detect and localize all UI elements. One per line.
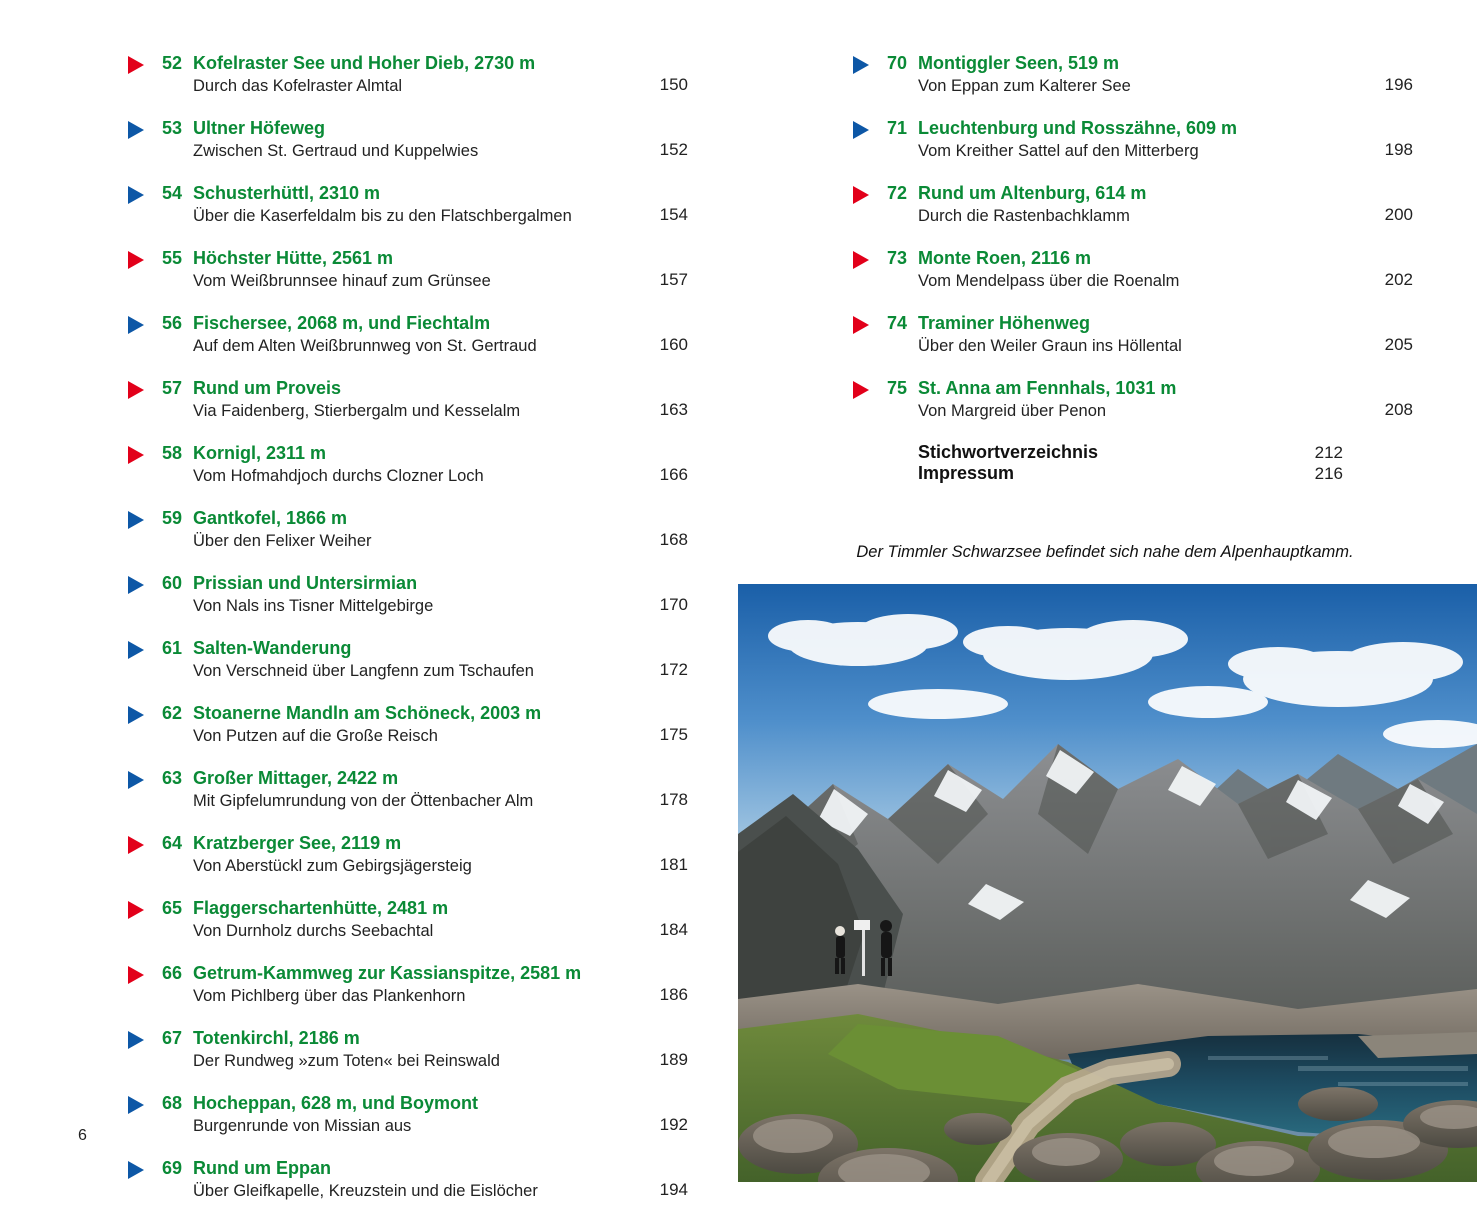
toc-entry-subtitle: Von Aberstückl zum Gebirgsjägersteig [193, 857, 472, 875]
toc-entry[interactable] [128, 1092, 688, 1138]
red-triangle-icon [853, 381, 869, 399]
toc-entry-number: 66 [161, 963, 182, 983]
toc-entry-page: 189 [659, 1050, 688, 1069]
toc-entry-number: 64 [161, 833, 182, 853]
toc-entry-number: 58 [161, 443, 182, 463]
toc-entry-page: 172 [659, 660, 688, 679]
backmatter-page: 216 [1314, 464, 1343, 483]
toc-entry-number: 74 [886, 313, 907, 333]
toc-entry-text [918, 247, 1413, 292]
toc-entry-number: 60 [161, 573, 182, 593]
toc-entry-page: 186 [659, 985, 688, 1004]
toc-entry-text [193, 1092, 688, 1137]
red-triangle-icon [853, 251, 869, 269]
toc-entry-title[interactable]: Rund um Proveis [193, 378, 342, 398]
blue-triangle-icon [128, 1031, 144, 1049]
toc-entry-page: 196 [1384, 75, 1413, 94]
toc-entry[interactable] [128, 637, 688, 683]
toc-entry-title[interactable]: Kornigl, 2311 m [193, 443, 327, 463]
toc-entry-title[interactable]: Kratzberger See, 2119 m [193, 833, 402, 853]
toc-entry-title[interactable]: Großer Mittager, 2422 m [193, 768, 399, 788]
backmatter-label: Stichwortverzeichnis [918, 442, 1099, 462]
toc-entry-subtitle: Durch die Rastenbachklamm [918, 207, 1130, 225]
blue-triangle-icon [853, 121, 869, 139]
toc-entry-subtitle: Der Rundweg »zum Toten« bei Reinswald [193, 1052, 500, 1070]
toc-entry-title[interactable]: Hocheppan, 628 m, und Boymont [193, 1093, 479, 1113]
photo-caption: Der Timmler Schwarzsee befindet sich nahe dem Alpenhauptkamm. [856, 543, 1354, 561]
toc-entry-text [193, 1027, 688, 1072]
toc-entry-text [193, 182, 688, 227]
toc-entry-text [193, 312, 688, 357]
toc-entry[interactable] [128, 117, 688, 163]
toc-entry[interactable] [128, 377, 688, 423]
toc-entry-title[interactable]: Stoanerne Mandln am Schöneck, 2003 m [193, 703, 542, 723]
toc-entry[interactable] [128, 767, 688, 813]
toc-entry[interactable] [853, 117, 1413, 163]
toc-entry[interactable] [128, 442, 688, 488]
blue-triangle-icon [128, 1161, 144, 1179]
toc-entry-number: 56 [161, 313, 182, 333]
toc-entry-subtitle: Von Eppan zum Kalterer See [918, 77, 1131, 95]
toc-entry-page: 184 [659, 920, 688, 939]
toc-entry-page: 178 [659, 790, 688, 809]
red-triangle-icon [128, 251, 144, 269]
toc-entry-text [193, 572, 688, 617]
toc-entry-number: 52 [161, 53, 182, 73]
toc-entry-page: 205 [1384, 335, 1413, 354]
toc-entry-subtitle: Über die Kaserfeldalm bis zu den Flatschbergalmen [193, 207, 572, 225]
toc-entry-number: 70 [886, 53, 907, 73]
toc-entry-title[interactable]: Ultner Höfeweg [193, 118, 326, 138]
blue-triangle-icon [128, 186, 144, 204]
toc-entry-subtitle: Auf dem Alten Weißbrunnweg von St. Gertraud [193, 337, 537, 355]
toc-entry-text [193, 377, 688, 422]
toc-entry-title[interactable]: Fischersee, 2068 m, und Fiechtalm [193, 313, 491, 333]
toc-entry[interactable] [128, 247, 688, 293]
toc-entry-page: 181 [659, 855, 688, 874]
toc-entry-text [918, 312, 1413, 357]
toc-entry-page: 194 [659, 1180, 688, 1199]
toc-entry-title[interactable]: Höchster Hütte, 2561 m [193, 248, 394, 268]
toc-entry[interactable] [853, 312, 1413, 358]
toc-entry[interactable] [853, 182, 1413, 228]
toc-entry-page: 166 [659, 465, 688, 484]
red-triangle-icon [128, 381, 144, 399]
toc-entry[interactable] [128, 897, 688, 943]
toc-entry-number: 72 [886, 183, 907, 203]
red-triangle-icon [128, 901, 144, 919]
toc-entry-title[interactable]: Totenkirchl, 2186 m [193, 1028, 360, 1048]
toc-entry-text [193, 442, 688, 487]
toc-left-column [128, 52, 688, 1222]
blue-triangle-icon [128, 706, 144, 724]
toc-entry-text [193, 962, 688, 1007]
toc-entry-text [193, 117, 688, 162]
toc-entry-text [193, 247, 688, 292]
toc-entry-number: 67 [161, 1028, 182, 1048]
toc-entry-text [193, 52, 688, 97]
blue-triangle-icon [128, 1096, 144, 1114]
blue-triangle-icon [128, 121, 144, 139]
toc-entry-title[interactable]: Flaggerschartenhütte, 2481 m [193, 898, 449, 918]
toc-entry-page: 175 [659, 725, 688, 744]
toc-entry[interactable] [128, 507, 688, 553]
toc-entry-page: 198 [1384, 140, 1413, 159]
toc-entry-subtitle: Von Nals ins Tisner Mittelgebirge [193, 597, 434, 615]
toc-entry-number: 71 [886, 118, 907, 138]
blue-triangle-icon [128, 771, 144, 789]
toc-entry-title[interactable]: Salten-Wanderung [193, 638, 352, 658]
toc-entry-subtitle: Von Durnholz durchs Seebachtal [193, 922, 434, 940]
toc-entry-subtitle: Via Faidenberg, Stierbergalm und Kesselalm [193, 402, 521, 420]
red-triangle-icon [128, 966, 144, 984]
backmatter-page: 212 [1314, 443, 1343, 462]
red-triangle-icon [128, 446, 144, 464]
toc-entry-text [918, 182, 1413, 227]
toc-entry-number: 61 [161, 638, 182, 658]
toc-entry-subtitle: Von Putzen auf die Große Reisch [193, 727, 438, 745]
backmatter-row[interactable] [918, 463, 1343, 484]
toc-entry-page: 202 [1384, 270, 1413, 289]
toc-entry-text [193, 702, 688, 747]
toc-entry-text [918, 117, 1413, 162]
toc-entry-title[interactable]: Monte Roen, 2116 m [918, 248, 1092, 268]
toc-entry-number: 53 [161, 118, 182, 138]
toc-entry-text [193, 1157, 688, 1202]
toc-entry[interactable] [128, 1157, 688, 1203]
backmatter-row[interactable] [918, 442, 1343, 463]
toc-entry-page: 157 [659, 270, 688, 289]
toc-entry-subtitle: Über den Weiler Graun ins Höllental [918, 337, 1182, 355]
toc-entry-number: 62 [161, 703, 182, 723]
toc-entry[interactable] [128, 832, 688, 878]
toc-entry-page: 160 [659, 335, 688, 354]
toc-entry-subtitle: Vom Pichlberg über das Plankenhorn [193, 987, 466, 1005]
toc-entry-text [193, 832, 688, 877]
backmatter-label: Impressum [918, 463, 1015, 483]
toc-entry[interactable] [128, 702, 688, 748]
red-triangle-icon [128, 56, 144, 74]
red-triangle-icon [128, 836, 144, 854]
blue-triangle-icon [128, 316, 144, 334]
toc-entry-title[interactable]: Prissian und Untersirmian [193, 573, 418, 593]
toc-entry-page: 154 [659, 205, 688, 224]
toc-entry-text [918, 377, 1413, 422]
toc-entry-page: 208 [1384, 400, 1413, 419]
blue-triangle-icon [128, 511, 144, 529]
toc-entry-title[interactable]: Gantkofel, 1866 m [193, 508, 348, 528]
toc-entry-page: 150 [659, 75, 688, 94]
toc-entry-subtitle: Über den Felixer Weiher [193, 532, 372, 550]
toc-entry-title[interactable]: Schusterhüttl, 2310 m [193, 183, 381, 203]
toc-right-column [853, 52, 1413, 484]
toc-entry-title[interactable]: Montiggler Seen, 519 m [918, 53, 1120, 73]
toc-entry-number: 75 [886, 378, 907, 398]
toc-entry-title[interactable]: Kofelraster See und Hoher Dieb, 2730 m [193, 53, 536, 73]
toc-entry-page: 200 [1384, 205, 1413, 224]
toc-entry-number: 65 [161, 898, 182, 918]
toc-entry-title[interactable]: Rund um Eppan [193, 1158, 331, 1178]
blue-triangle-icon [128, 576, 144, 594]
toc-entry-title[interactable]: Getrum-Kammweg zur Kassianspitze, 2581 m [193, 963, 582, 983]
toc-entry-number: 57 [161, 378, 182, 398]
toc-entry-page: 163 [659, 400, 688, 419]
toc-entry-subtitle: Vom Kreither Sattel auf den Mitterberg [918, 142, 1199, 160]
toc-entry-subtitle: Zwischen St. Gertraud und Kuppelwies [193, 142, 479, 160]
backmatter-list [918, 442, 1413, 484]
toc-entry[interactable] [128, 962, 688, 1008]
toc-entry-title[interactable]: Leuchtenburg und Rosszähne, 609 m [918, 118, 1238, 138]
toc-entry-subtitle: Über Gleifkapelle, Kreuzstein und die Eislöcher [193, 1182, 538, 1200]
toc-entry-subtitle: Durch das Kofelraster Almtal [193, 77, 403, 95]
toc-entry[interactable] [128, 52, 688, 98]
toc-entry-number: 68 [161, 1093, 182, 1113]
toc-entry-title[interactable]: Rund um Altenburg, 614 m [918, 183, 1147, 203]
photo-mountain-lake [738, 584, 1477, 1182]
toc-entry-subtitle: Burgenrunde von Missian aus [193, 1117, 412, 1135]
toc-entry-page: 168 [659, 530, 688, 549]
toc-entry-text [193, 767, 688, 812]
toc-entry-number: 55 [161, 248, 182, 268]
red-triangle-icon [853, 316, 869, 334]
toc-entry-text [918, 52, 1413, 97]
toc-entry-number: 63 [161, 768, 182, 788]
toc-entry-subtitle: Vom Weißbrunnsee hinauf zum Grünsee [193, 272, 491, 290]
toc-entry[interactable] [128, 312, 688, 358]
toc-entry[interactable] [128, 182, 688, 228]
toc-entry-subtitle: Mit Gipfelumrundung von der Öttenbacher Alm [193, 792, 534, 810]
toc-entry-number: 59 [161, 508, 182, 528]
toc-entry[interactable] [853, 52, 1413, 98]
blue-triangle-icon [853, 56, 869, 74]
toc-entry-title[interactable]: St. Anna am Fennhals, 1031 m [918, 378, 1177, 398]
toc-entry-subtitle: Von Verschneid über Langfenn zum Tschaufen [193, 662, 534, 680]
toc-entry[interactable] [853, 247, 1413, 293]
toc-entry-subtitle: Vom Mendelpass über die Roenalm [918, 272, 1180, 290]
blue-triangle-icon [128, 641, 144, 659]
toc-entry-page: 170 [659, 595, 688, 614]
toc-entry-text [193, 637, 688, 682]
page-number: 6 [78, 1127, 87, 1144]
toc-entry-number: 73 [886, 248, 907, 268]
toc-entry-subtitle: Vom Hofmahdjoch durchs Clozner Loch [193, 467, 484, 485]
toc-entry-page: 152 [659, 140, 688, 159]
toc-entry-title[interactable]: Traminer Höhenweg [918, 313, 1091, 333]
toc-entry[interactable] [853, 377, 1413, 423]
toc-entry-page: 192 [659, 1115, 688, 1134]
toc-entry[interactable] [128, 1027, 688, 1073]
red-triangle-icon [853, 186, 869, 204]
toc-entry-number: 54 [161, 183, 182, 203]
toc-entry-text [193, 897, 688, 942]
toc-entry-number: 69 [161, 1158, 182, 1178]
toc-entry-subtitle: Von Margreid über Penon [918, 402, 1107, 420]
toc-entry-text [193, 507, 688, 552]
toc-entry[interactable] [128, 572, 688, 618]
